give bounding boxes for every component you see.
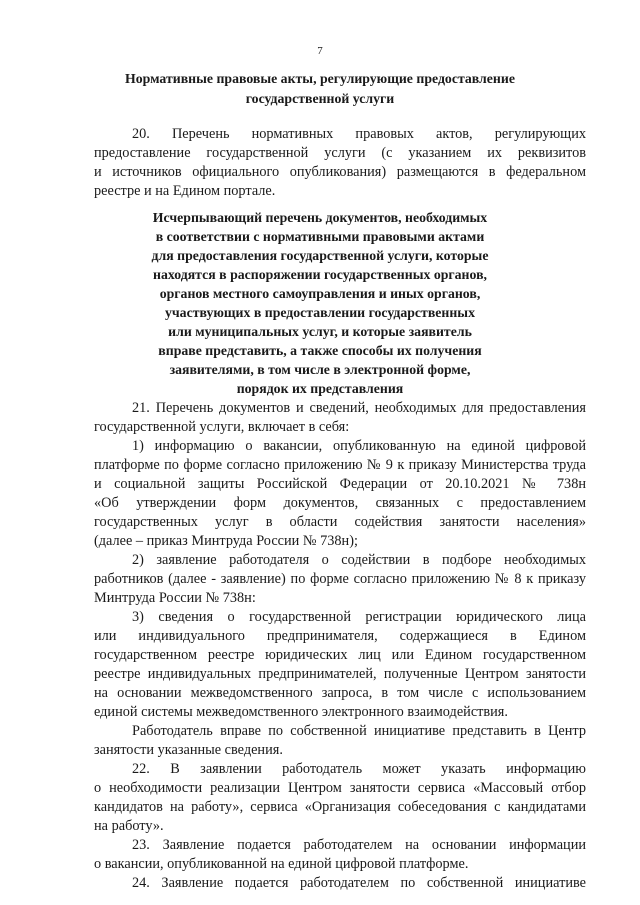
section-heading-line: порядок их представления xyxy=(236,381,404,396)
paragraph-line: Минтруда России № 738н: xyxy=(94,590,256,606)
paragraph-line: Работодатель вправе по собственной инициативе представить в Центр xyxy=(132,723,586,739)
paragraph-line: и источников официального опубликования) размещаются в федеральном xyxy=(94,164,586,180)
paragraph-line: предоставление государственной услуги (с указанием их реквизитов xyxy=(94,145,586,161)
section-heading-line: в соответствии с нормативными правовыми актами xyxy=(155,229,485,244)
paragraph-line: 22. В заявлении работодатель может указать информацию xyxy=(132,761,586,777)
section-heading-line: органов местного самоуправления и иных органов, xyxy=(159,286,481,301)
paragraph-line: реестре индивидуальных предпринимателей, полученные Центром занятости xyxy=(94,666,586,682)
section-heading-line: для предоставления государственной услуги, которые xyxy=(151,248,489,263)
page-number: 7 xyxy=(317,45,323,57)
paragraph-line: 2) заявление работодателя о содействии в подборе необходимых xyxy=(132,552,586,568)
paragraph-line: «Об утверждении форм документов, связанных с предоставлением xyxy=(94,495,586,511)
paragraph-line: 3) сведения о государственной регистрации юридического лица xyxy=(132,609,586,625)
section-heading-line: Нормативные правовые акты, регулирующие предоставление xyxy=(125,71,515,86)
section-heading-line: вправе представить, а также способы их получения xyxy=(158,343,482,358)
paragraph-line: 20. Перечень нормативных правовых актов, регулирующих xyxy=(132,126,586,142)
paragraph-line: 24. Заявление подается работодателем по собственной инициативе xyxy=(132,875,586,891)
paragraph-line: (далее – приказ Минтруда России № 738н); xyxy=(94,533,358,549)
paragraph-line: 21. Перечень документов и сведений, необходимых для предоставления xyxy=(132,400,586,416)
paragraph-line: на работу». xyxy=(94,818,164,834)
paragraph-line: работников (далее - заявление) по форме согласно приложению № 8 к приказу xyxy=(94,571,586,587)
paragraph-line: о необходимости реализации Центром занятости сервиса «Массовый отбор xyxy=(94,780,586,796)
paragraph-line: или индивидуального предпринимателя, содержащиеся в Едином xyxy=(94,628,586,644)
paragraph-line: реестре и на Едином портале. xyxy=(94,183,276,199)
paragraph-line: 1) информацию о вакансии, опубликованную на единой цифровой xyxy=(132,438,586,454)
section-heading-line: или муниципальных услуг, и которые заявитель xyxy=(168,324,472,339)
paragraph-line: государственной услуги, включает в себя: xyxy=(94,419,350,435)
paragraph-line: платформе по форме согласно приложению № 9 к приказу Министерства труда xyxy=(94,457,586,473)
section-heading-line: Исчерпывающий перечень документов, необходимых xyxy=(152,210,488,225)
paragraph-line: государственных услуг в области содействия занятости населения» xyxy=(94,514,586,530)
section-heading-line: заявителями, в том числе в электронной форме, xyxy=(169,362,471,377)
section-heading-line: государственной услуги xyxy=(245,91,395,106)
paragraph-line: о вакансии, опубликованной на единой цифровой платформе. xyxy=(94,856,469,872)
paragraph-line: государственном реестре юридических лиц или Едином государственном xyxy=(94,647,586,663)
paragraph-line: 23. Заявление подается работодателем на основании информации xyxy=(132,837,586,853)
paragraph-line: на основании межведомственного запроса, в том числе с использованием xyxy=(94,685,586,701)
paragraph-line: занятости указанные сведения. xyxy=(94,742,283,758)
section-heading-line: находятся в распоряжении государственных органов, xyxy=(153,267,487,282)
paragraph-line: и социальной защиты Российской Федерации от 20.10.2021 № 738н xyxy=(94,476,586,492)
paragraph-line: кандидатов на работу», сервиса «Организация собеседования с кандидатами xyxy=(94,799,586,815)
section-heading-line: участвующих в предоставлении государственных xyxy=(165,305,475,320)
paragraph-line: единой системы межведомственного электронного взаимодействия. xyxy=(94,704,508,720)
